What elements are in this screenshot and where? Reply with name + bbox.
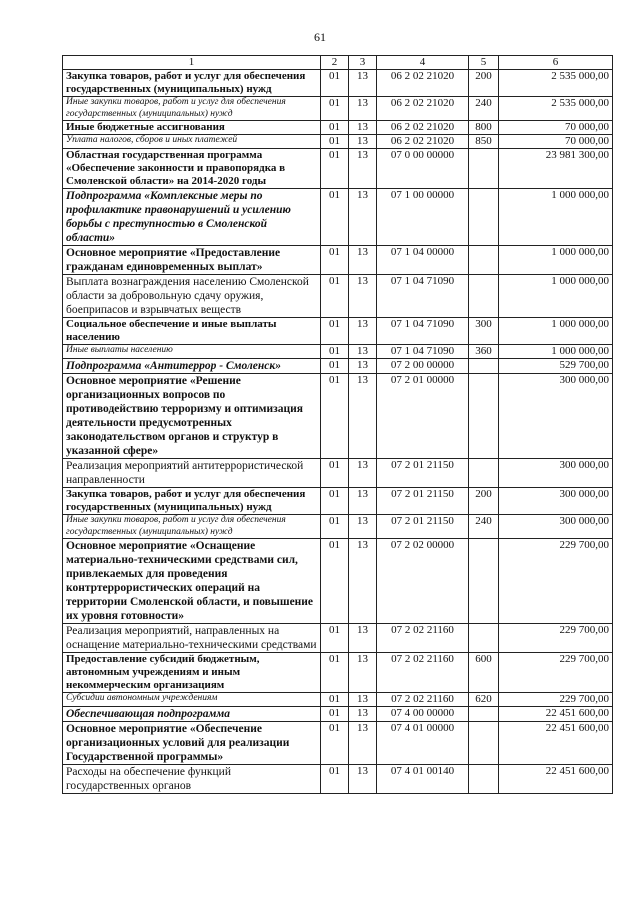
amount-cell: 22 451 600,00: [499, 707, 613, 722]
target-article-cell: 07 2 02 00000: [377, 539, 469, 624]
expense-type-cell: [469, 707, 499, 722]
amount-cell: 2 535 000,00: [499, 70, 613, 97]
subsection-code-cell: 13: [349, 653, 377, 693]
table-row: [63, 318, 613, 345]
subsection-code-cell: 13: [349, 488, 377, 515]
amount-cell: 229 700,00: [499, 539, 613, 624]
target-article-cell: 06 2 02 21020: [377, 70, 469, 97]
target-article-cell: 07 4 01 00000: [377, 722, 469, 765]
amount-cell: 23 981 300,00: [499, 149, 613, 189]
amount-cell: 300 000,00: [499, 374, 613, 459]
amount-cell: 1 000 000,00: [499, 275, 613, 318]
section-code-cell: 01: [321, 345, 349, 359]
subsection-code-cell: 13: [349, 707, 377, 722]
target-article-cell: 07 1 04 71090: [377, 275, 469, 318]
section-code-cell: 01: [321, 459, 349, 488]
table-header-row: [63, 56, 613, 70]
target-article-cell: 07 2 01 21150: [377, 515, 469, 539]
expense-type-cell: [469, 765, 499, 794]
table-row: [63, 345, 613, 359]
row-name-cell: Реализация мероприятий, направленных на оснащение материально-техническими средствами: [63, 624, 321, 653]
expense-type-cell: 850: [469, 135, 499, 149]
table-row: [63, 765, 613, 794]
amount-cell: 300 000,00: [499, 515, 613, 539]
target-article-cell: 07 2 01 21150: [377, 488, 469, 515]
section-code-cell: 01: [321, 693, 349, 707]
section-code-cell: 01: [321, 318, 349, 345]
section-code-cell: 01: [321, 539, 349, 624]
subsection-code-cell: 13: [349, 275, 377, 318]
expense-type-cell: [469, 149, 499, 189]
amount-cell: 1 000 000,00: [499, 246, 613, 275]
subsection-code-cell: 13: [349, 189, 377, 246]
row-name-cell: Основное мероприятие «Обеспечение организационных условий для реализации Государственной программы»: [63, 722, 321, 765]
row-name-cell: Выплата вознаграждения населению Смоленской области за добровольную сдачу оружия, боеприпасов и взрывчатых веществ: [63, 275, 321, 318]
section-code-cell: 01: [321, 359, 349, 374]
row-name-cell: Субсидии автономным учреждениям: [63, 693, 321, 707]
table-row: [63, 189, 613, 246]
section-code-cell: 01: [321, 624, 349, 653]
subsection-code-cell: 13: [349, 135, 377, 149]
table-row: [63, 722, 613, 765]
expense-type-cell: 800: [469, 121, 499, 135]
expense-type-cell: [469, 275, 499, 318]
amount-cell: 529 700,00: [499, 359, 613, 374]
expense-type-cell: 360: [469, 345, 499, 359]
section-code-cell: 01: [321, 70, 349, 97]
section-code-cell: 01: [321, 149, 349, 189]
row-name-cell: Обеспечивающая подпрограмма: [63, 707, 321, 722]
expense-type-cell: [469, 359, 499, 374]
subsection-code-cell: 13: [349, 765, 377, 794]
table-row: [63, 70, 613, 97]
target-article-cell: 07 2 02 21160: [377, 653, 469, 693]
header-cell: 6: [499, 56, 613, 70]
amount-cell: 2 535 000,00: [499, 97, 613, 121]
target-article-cell: 07 4 01 00140: [377, 765, 469, 794]
target-article-cell: 07 1 04 71090: [377, 318, 469, 345]
table-row: [63, 275, 613, 318]
table-row: [63, 149, 613, 189]
section-code-cell: 01: [321, 121, 349, 135]
section-code-cell: 01: [321, 135, 349, 149]
expense-type-cell: [469, 459, 499, 488]
expense-type-cell: [469, 246, 499, 275]
row-name-cell: Подпрограмма «Антитеррор - Смоленск»: [63, 359, 321, 374]
expense-type-cell: 240: [469, 515, 499, 539]
row-name-cell: Расходы на обеспечение функций государственных органов: [63, 765, 321, 794]
subsection-code-cell: 13: [349, 359, 377, 374]
row-name-cell: Подпрограмма «Комплексные меры по профилактике правонарушений и усилению борьбы с преступностью в Смоленской области»: [63, 189, 321, 246]
expense-type-cell: [469, 374, 499, 459]
row-name-cell: Закупка товаров, работ и услуг для обеспечения государственных (муниципальных) нужд: [63, 70, 321, 97]
subsection-code-cell: 13: [349, 121, 377, 135]
row-name-cell: Основное мероприятие «Предоставление гражданам единовременных выплат»: [63, 246, 321, 275]
section-code-cell: 01: [321, 374, 349, 459]
table-row: [63, 624, 613, 653]
target-article-cell: 07 1 04 00000: [377, 246, 469, 275]
amount-cell: 22 451 600,00: [499, 765, 613, 794]
section-code-cell: 01: [321, 189, 349, 246]
subsection-code-cell: 13: [349, 693, 377, 707]
section-code-cell: 01: [321, 275, 349, 318]
section-code-cell: 01: [321, 97, 349, 121]
subsection-code-cell: 13: [349, 722, 377, 765]
expense-type-cell: 200: [469, 70, 499, 97]
target-article-cell: 07 1 04 71090: [377, 345, 469, 359]
expense-type-cell: [469, 722, 499, 765]
table-row: [63, 693, 613, 707]
section-code-cell: 01: [321, 488, 349, 515]
row-name-cell: Иные бюджетные ассигнования: [63, 121, 321, 135]
target-article-cell: 07 0 00 00000: [377, 149, 469, 189]
row-name-cell: Предоставление субсидий бюджетным, автономным учреждениям и иным некоммерческим организациям: [63, 653, 321, 693]
row-name-cell: Иные закупки товаров, работ и услуг для обеспечения государственных (муниципальных) нужд: [63, 97, 321, 121]
table-row: [63, 359, 613, 374]
section-code-cell: 01: [321, 246, 349, 275]
table-row: [63, 459, 613, 488]
section-code-cell: 01: [321, 707, 349, 722]
budget-table-body: [63, 56, 613, 794]
expense-type-cell: 240: [469, 97, 499, 121]
subsection-code-cell: 13: [349, 70, 377, 97]
section-code-cell: 01: [321, 515, 349, 539]
subsection-code-cell: 13: [349, 345, 377, 359]
expense-type-cell: 620: [469, 693, 499, 707]
target-article-cell: 07 2 00 00000: [377, 359, 469, 374]
page-number: 61: [314, 30, 326, 44]
section-code-cell: 01: [321, 653, 349, 693]
table-row: [63, 374, 613, 459]
table-row: [63, 539, 613, 624]
row-name-cell: Основное мероприятие «Решение организационных вопросов по противодействию терроризму и оптимизация деятельности предусмотренных законодательством органов и структур в указанной сфере»: [63, 374, 321, 459]
amount-cell: 229 700,00: [499, 693, 613, 707]
row-name-cell: Уплата налогов, сборов и иных платежей: [63, 135, 321, 149]
target-article-cell: 06 2 02 21020: [377, 97, 469, 121]
row-name-cell: Основное мероприятие «Оснащение материально-техническими средствами сил, привлекаемых для проведения контртеррористических операций на территории Смоленской области, и повышение их уровня готовности»: [63, 539, 321, 624]
table-row: [63, 515, 613, 539]
target-article-cell: 06 2 02 21020: [377, 135, 469, 149]
amount-cell: 229 700,00: [499, 624, 613, 653]
target-article-cell: 07 2 02 21160: [377, 624, 469, 653]
section-code-cell: 01: [321, 722, 349, 765]
header-cell: 4: [377, 56, 469, 70]
expense-type-cell: [469, 189, 499, 246]
row-name-cell: Закупка товаров, работ и услуг для обеспечения государственных (муниципальных) нужд: [63, 488, 321, 515]
target-article-cell: 07 2 01 21150: [377, 459, 469, 488]
table-row: [63, 97, 613, 121]
amount-cell: 22 451 600,00: [499, 722, 613, 765]
amount-cell: 1 000 000,00: [499, 189, 613, 246]
table-row: [63, 135, 613, 149]
subsection-code-cell: 13: [349, 246, 377, 275]
subsection-code-cell: 13: [349, 515, 377, 539]
amount-cell: 70 000,00: [499, 121, 613, 135]
header-cell: 1: [63, 56, 321, 70]
target-article-cell: 07 4 00 00000: [377, 707, 469, 722]
expense-type-cell: [469, 624, 499, 653]
amount-cell: 300 000,00: [499, 459, 613, 488]
amount-cell: 70 000,00: [499, 135, 613, 149]
target-article-cell: 07 1 00 00000: [377, 189, 469, 246]
subsection-code-cell: 13: [349, 374, 377, 459]
row-name-cell: Областная государственная программа «Обеспечение законности и правопорядка в Смоленской области» на 2014-2020 годы: [63, 149, 321, 189]
amount-cell: 1 000 000,00: [499, 318, 613, 345]
subsection-code-cell: 13: [349, 459, 377, 488]
row-name-cell: Реализация мероприятий антитеррористической направленности: [63, 459, 321, 488]
header-cell: 5: [469, 56, 499, 70]
row-name-cell: Социальное обеспечение и иные выплаты населению: [63, 318, 321, 345]
expense-type-cell: [469, 539, 499, 624]
budget-table: [62, 55, 613, 794]
expense-type-cell: 300: [469, 318, 499, 345]
table-row: [63, 121, 613, 135]
amount-cell: 300 000,00: [499, 488, 613, 515]
section-code-cell: 01: [321, 765, 349, 794]
table-row: [63, 488, 613, 515]
expense-type-cell: 600: [469, 653, 499, 693]
table-row: [63, 653, 613, 693]
table-row: [63, 707, 613, 722]
subsection-code-cell: 13: [349, 539, 377, 624]
subsection-code-cell: 13: [349, 149, 377, 189]
header-cell: 2: [321, 56, 349, 70]
header-cell: 3: [349, 56, 377, 70]
row-name-cell: Иные выплаты населению: [63, 345, 321, 359]
amount-cell: 229 700,00: [499, 653, 613, 693]
row-name-cell: Иные закупки товаров, работ и услуг для обеспечения государственных (муниципальных) нужд: [63, 515, 321, 539]
expense-type-cell: 200: [469, 488, 499, 515]
amount-cell: 1 000 000,00: [499, 345, 613, 359]
subsection-code-cell: 13: [349, 97, 377, 121]
subsection-code-cell: 13: [349, 624, 377, 653]
target-article-cell: 07 2 01 00000: [377, 374, 469, 459]
subsection-code-cell: 13: [349, 318, 377, 345]
target-article-cell: 07 2 02 21160: [377, 693, 469, 707]
target-article-cell: 06 2 02 21020: [377, 121, 469, 135]
table-row: [63, 246, 613, 275]
